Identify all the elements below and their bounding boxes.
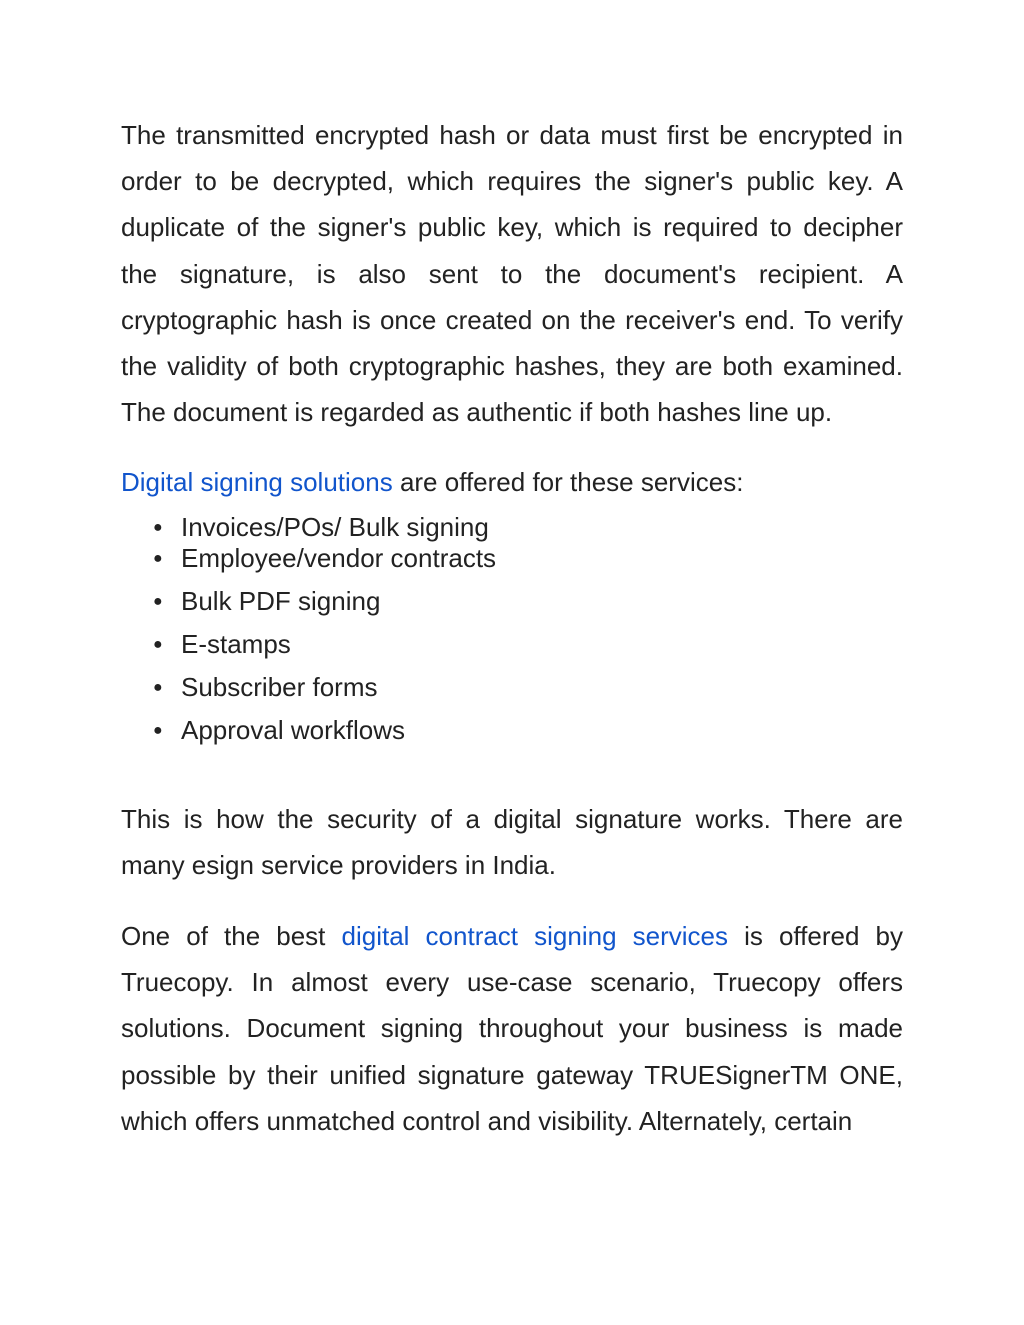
services-list — [121, 512, 903, 746]
list-item — [121, 586, 903, 617]
list-item-label: E-stamps — [181, 628, 291, 659]
paragraph-services-intro — [121, 459, 903, 505]
document-page — [121, 112, 903, 1144]
paragraph-security-summary: This is how the security of a digital signature works. There are many esign service providers in India. — [121, 803, 903, 880]
truecopy-text-after: is offered by Truecopy. In almost every use-case scenario, Truecopy offers solutions. Document signing throughout your business is made possible by their unified signature gateway TRUESignerTM ONE, which offers unmatched control and visibility. Alternately, certain — [121, 921, 903, 1136]
paragraph-truecopy — [121, 913, 903, 1144]
list-item — [121, 629, 903, 660]
digital-signing-solutions-link[interactable]: Digital signing solutions — [121, 467, 393, 498]
bullet-icon: ● — [153, 592, 163, 610]
list-item — [121, 672, 903, 703]
bullet-icon: ● — [153, 678, 163, 696]
list-item-label: Invoices/POs/ Bulk signing — [181, 511, 489, 542]
bullet-icon: ● — [153, 635, 163, 653]
list-item — [121, 512, 903, 543]
bullet-icon: ● — [153, 518, 163, 536]
paragraph-hash-verification: The transmitted encrypted hash or data must first be encrypted in order to be decrypted, which requires the signer's public key. A duplicate of the signer's public key, which is required to decipher the signature, is also sent to the document's recipient. A cryptographic hash is once created on the receiver's end. To verify the validity of both cryptographic hashes, they are both examined. The document is regarded as authentic if both hashes line up. — [121, 120, 903, 428]
list-item-label: Employee/vendor contracts — [181, 542, 497, 573]
digital-contract-signing-services-link[interactable]: digital contract signing services — [341, 921, 728, 952]
list-item-label: Subscriber forms — [181, 671, 378, 702]
services-intro-text: are offered for these services: — [392, 467, 744, 498]
list-item — [121, 543, 903, 574]
list-item — [121, 715, 903, 746]
bullet-icon: ● — [153, 549, 163, 567]
truecopy-text-before: One of the best — [121, 921, 342, 952]
list-item-label: Approval workflows — [181, 714, 405, 745]
bullet-icon: ● — [153, 721, 163, 739]
list-item-label: Bulk PDF signing — [181, 585, 381, 616]
